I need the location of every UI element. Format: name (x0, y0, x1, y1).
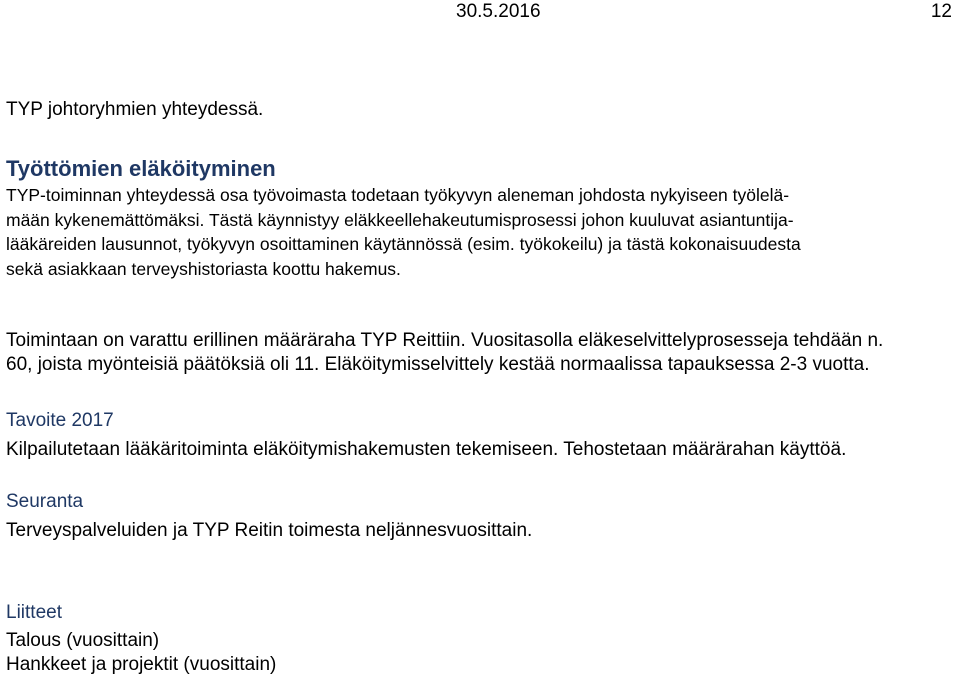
goal-heading: Tavoite 2017 (6, 410, 114, 431)
page-number: 12 (930, 1, 952, 22)
body-line: TYP-toiminnan yhteydessä osa työvoimasta todetaan työkyvyn aleneman johdosta nykyiseen työlelä- (6, 185, 790, 205)
body-line: mään kykenemättömäksi. Tästä käynnistyy eläkkeellehakeutumisprosessi johon kuuluvat asiantuntija- (6, 209, 794, 230)
header-date: 30.5.2016 (456, 1, 541, 22)
body-line: lääkäreiden lausunnot, työkyvyn osoittaminen käytännössä (esim. työkokeilu) ja tästä kokonaisuudesta (6, 234, 801, 254)
section-body-unemployed (6, 183, 954, 281)
body-line: sekä asiakkaan terveyshistoriasta koottu hakemus. (6, 258, 401, 279)
followup-heading: Seuranta (6, 491, 84, 512)
body-line: Toimintaan on varattu erillinen määräraha TYP Reittiin. Vuositasolla eläkeselvittelyprosesseja tehdään n. (6, 330, 884, 351)
intro-text: TYP johtoryhmien yhteydessä. (6, 99, 264, 120)
section-heading-unemployed: Työttömien eläköityminen (6, 156, 276, 181)
body-line: 60, joista myönteisiä päätöksiä oli 11. Eläköitymisselvittely kestää normaalissa tapauksessa 2-3 vuotta. (6, 354, 870, 375)
attachment-item: Hankkeet ja projektit (vuosittain) (6, 654, 277, 675)
attachments-list (6, 629, 954, 677)
goal-text: Kilpailutetaan lääkäritoiminta eläköitymishakemusten tekemiseen. Tehostetaan määrärahan käyttöä. (6, 439, 847, 460)
followup-text: Terveyspalveluiden ja TYP Reitin toimesta neljännesvuosittain. (6, 520, 533, 541)
attachment-item: Talous (vuosittain) (6, 630, 160, 651)
funding-paragraph (6, 329, 954, 377)
attachments-heading: Liitteet (6, 602, 62, 623)
